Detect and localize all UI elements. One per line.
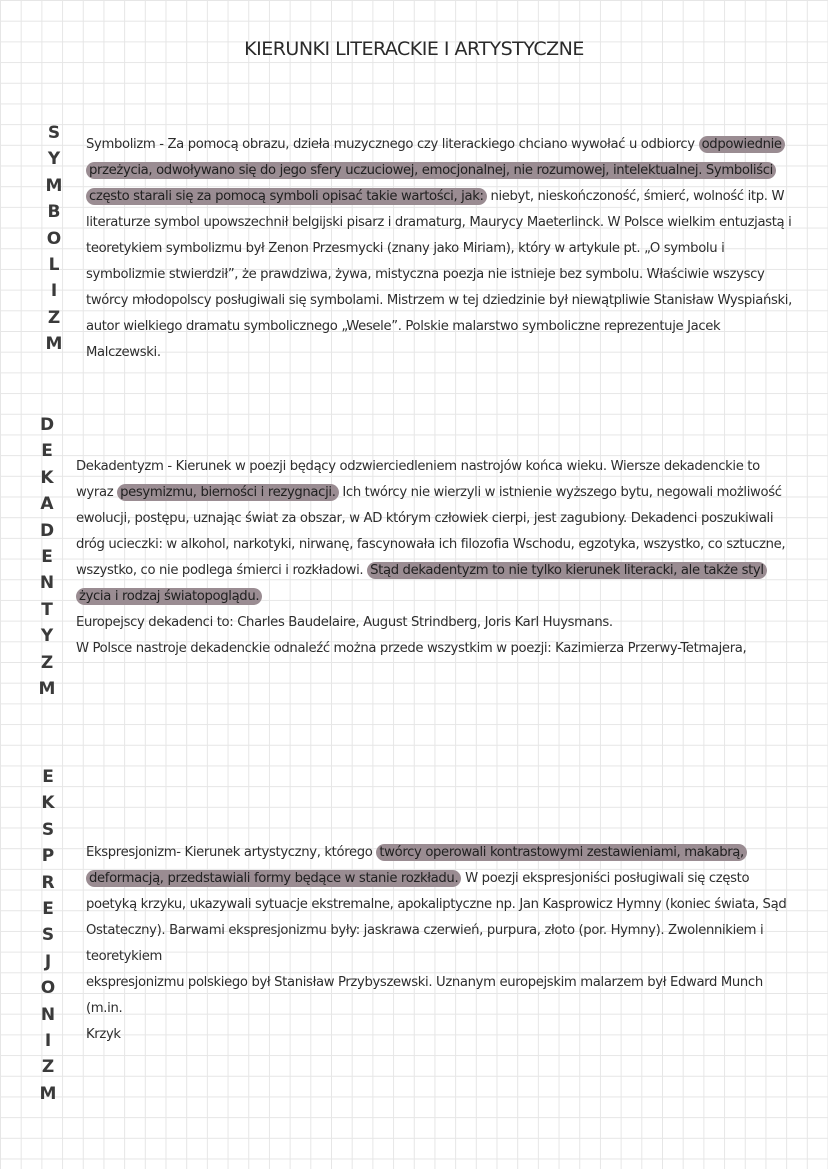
side-letter: Y (40, 626, 54, 647)
side-letter: A (40, 494, 54, 515)
side-letter: N (40, 1004, 56, 1025)
side-letter: J (44, 951, 52, 972)
dekadentyzm-highlight-1: pesymizmu, bierności i rezygnacji. (117, 484, 338, 501)
side-letter: Y (47, 149, 61, 170)
side-letter: B (47, 202, 61, 223)
side-letter: T (41, 599, 53, 620)
vertical-label-symbolizm (42, 120, 66, 358)
symbolizm-text-1: Symbolizm - Za pomocą obrazu, dzieła muzycznego czy literackiego chciano wywołać u odbiorcy (86, 137, 699, 152)
symbolizm-text-2: niebyt, nieskończoność, śmierć, wolność itp. W literaturze symbol upowszechnił belgijski pisarz i dramaturg, Maurycy Maeterlinck. W Polsce wielkim entuzjastą i teoretykiem symbolizmu był Zenon Przesmycki (znany jako Miriam), który w artykule pt. „O symbolu i symbolizmie stwierdził”, że prawdziwa, żywa, mistyczna poezja nie istnieje bez symbolu. Właściwie wszyscy twórcy młodopolscy posługiwali się symbolami. Mistrzem w tej dziedzinie był niewątpliwie Stanisław Wyspiański, autor wielkiego dramatu symbolicznego „Wesele”. Polskie malarstwo symboliczne reprezentuje Jacek Malczewski. (86, 189, 792, 360)
side-letter: O (40, 978, 56, 999)
section-ekspresjonizm (86, 840, 798, 1048)
side-letter: L (48, 254, 60, 275)
side-letter: O (46, 228, 62, 249)
side-letter: M (39, 1083, 57, 1104)
side-letter: D (39, 415, 55, 435)
side-letter: M (45, 175, 63, 196)
side-letter: E (41, 546, 53, 567)
dekadentyzm-highlight-2: Stąd dekadentyzm to nie tylko kierunek literacki, ale także styl życia i rodzaj światopoglądu. (76, 562, 767, 605)
side-letter: Z (40, 652, 54, 673)
side-letter: I (44, 1030, 52, 1051)
side-letter: R (41, 872, 55, 893)
ekspresjonizm-text-2: W poezji ekspresjoniści posługiwali się często poetyką krzyku, ukazywali sytuacje ekstremalne, apokaliptyczne np. Jan Kasprowicz Hymny (koniec świata, Sąd Ostateczny). Barwami ekspresjonizmu były: jaskrawa czerwień, purpura, złoto (por. Hymny). Zwolennikiem i teoretykiem (86, 871, 787, 964)
side-letter: I (50, 281, 58, 302)
dekadentyzm-europeans: Europejscy dekadenci to: Charles Baudelaire, August Strindberg, Joris Karl Huysmans. (76, 615, 613, 630)
side-letter: P (41, 846, 55, 867)
side-letter: E (41, 441, 53, 462)
side-letter: N (39, 573, 55, 594)
dekadentyzm-text-1: Dekadentyzm - Kierunek w poezji będący odzwierciedleniem nastrojów końca wieku. Wiersze dekadenckie to wyraz (76, 459, 760, 500)
ekspresjonizm-highlight: twórcy operowali kontrastowymi zestawieniami, makabrą, deformacją, przedstawiali formy będące w stanie rozkładu. (86, 844, 747, 887)
side-letter: K (40, 467, 54, 488)
dekadentyzm-text-2: Ich twórcy nie wierzyli w istnienie wyższego bytu, negowali możliwość ewolucji, postępu, uznając świat za obszar, w AD którym człowiek cierpi, jest zagubiony. Dekadenci poszukiwali dróg ucieczki: w alkohol, narkotyki, nirwanę, fascynowała ich filozofia Wschodu, egzotyka, wszystko, co sztuczne, wszystko, co nie podlega śmierci i rozkładowi. (76, 485, 786, 578)
vertical-label-ekspresjonizm (36, 764, 60, 1107)
side-letter: D (39, 520, 55, 541)
side-letter: E (42, 767, 54, 787)
side-letter: Z (47, 307, 61, 328)
page-title: KIERUNKI LITERACKIE I ARTYSTYCZNE (244, 38, 584, 60)
side-letter: M (38, 678, 56, 699)
ekspresjonizm-przybyszewski: ekspresjonizmu polskiego był Stanisław Przybyszewski. Uznanym europejskim malarzem był Edward Munch (m.in. (86, 975, 763, 1016)
ekspresjonizm-text-1: Ekspresjonizm- Kierunek artystyczny, którego (86, 845, 377, 860)
section-symbolizm (86, 132, 798, 366)
side-letter: S (41, 925, 55, 946)
side-letter: M (45, 334, 63, 355)
side-letter: E (42, 898, 54, 919)
side-letter: S (47, 123, 61, 143)
ekspresjonizm-krzyk: Krzyk (86, 1027, 121, 1042)
side-letter: Z (41, 1057, 55, 1078)
side-letter: S (41, 819, 55, 840)
section-dekadentyzm (76, 454, 798, 662)
side-letter: K (41, 793, 55, 814)
symbolizm-highlight: odpowiednie przeżycia, odwoływano się do jego sfery uczuciowej, emocjonalnej, nie rozumowej, intelektualnej. Symboliści często starali się za pomocą symboli opisać takie wartości, jak: (86, 136, 785, 205)
vertical-label-dekadentyzm (35, 412, 59, 702)
dekadentyzm-poland: W Polsce nastroje dekadenckie odnaleźć można przede wszystkim w poezji: Kazimierza Przerwy-Tetmajera, (76, 641, 747, 656)
